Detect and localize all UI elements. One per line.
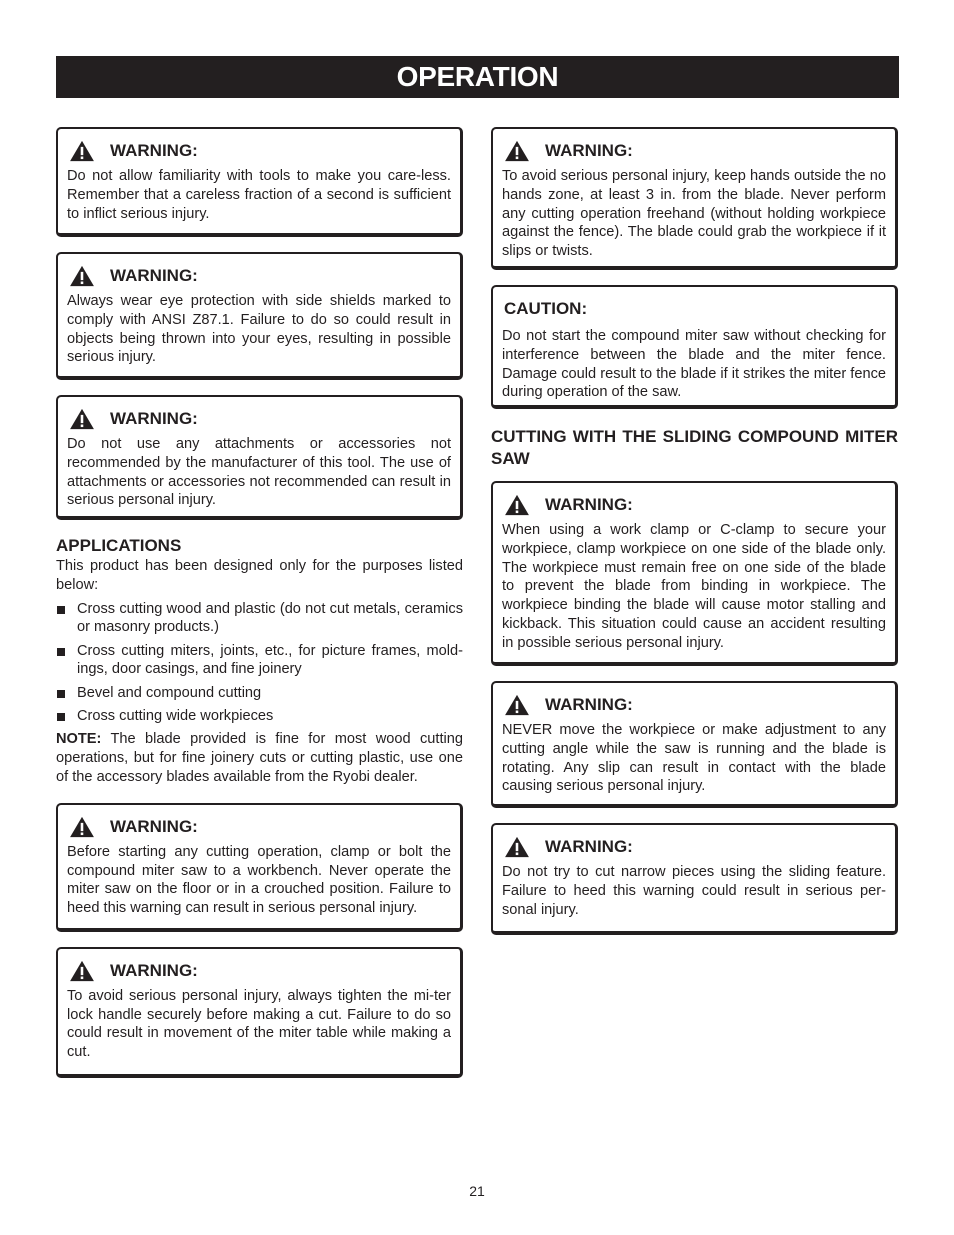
warning-triangle-icon	[68, 408, 96, 430]
warning-box-familiarity	[56, 127, 463, 237]
warning-title: WARNING:	[110, 816, 198, 836]
warning-box-clamp-workbench	[56, 803, 463, 932]
bullet-square-icon	[57, 606, 65, 614]
warning-text: Do not try to cut narrow pieces using the sliding feature. Failure to heed this warning could result in serious per-sonal injury.	[502, 864, 886, 918]
warning-box-no-hands-zone	[491, 127, 898, 270]
applications-list	[56, 600, 463, 726]
warning-box-miter-lock	[56, 947, 463, 1078]
warning-title: WARNING:	[545, 495, 633, 514]
warning-box-attachments	[56, 395, 463, 520]
warning-title: WARNING:	[110, 960, 198, 980]
warning-title: WARNING:	[545, 837, 633, 856]
warning-title: WARNING:	[110, 141, 198, 160]
warning-triangle-icon	[68, 140, 96, 162]
bullet-square-icon	[57, 690, 65, 698]
warning-text: Do not allow familiarity with tools to make you care-less. Remember that a careless fraction of a second is sufficient to inflict serious injury.	[67, 168, 451, 222]
warning-triangle-icon	[503, 494, 531, 516]
page-number: 21	[469, 1183, 485, 1199]
warning-box-narrow-pieces	[491, 823, 898, 935]
list-item: Bevel and compound cutting	[56, 684, 463, 703]
warning-text: When using a work clamp or C-clamp to secure your workpiece, clamp workpiece on one side of the blade only. The workpiece must remain free on one side of the blade to prevent the blade from binding in workpiece. The workpiece binding the blade will cause motor stalling and kickback. This situation could cause an accident resulting in possible serious personal injury.	[502, 522, 886, 651]
warning-triangle-icon	[503, 140, 531, 162]
right-column	[491, 127, 898, 950]
warning-text: Before starting any cutting operation, clamp or bolt the compound miter saw to a workbench. Never operate the miter saw on the floor or in a crouched position. Failure to heed this warning can result in serious personal injury.	[67, 843, 451, 917]
applications-heading: APPLICATIONS	[56, 536, 182, 555]
blade-note	[56, 730, 463, 786]
warning-triangle-icon	[503, 694, 531, 716]
applications-intro: This product has been designed only for the purposes listed below:	[56, 558, 463, 593]
warning-triangle-icon	[68, 960, 96, 982]
section-banner: OPERATION	[56, 56, 899, 98]
warning-text: Do not use any attachments or accessories not recommended by the manufacturer of this tool. The use of attachments or accessories not recommended can result in serious personal injury.	[67, 436, 451, 509]
list-item: Cross cutting miters, joints, etc., for picture frames, mold-ings, door casings, and fine joinery	[56, 642, 463, 680]
warning-box-never-move	[491, 681, 898, 808]
left-column	[56, 127, 463, 1093]
warning-title: WARNING:	[545, 141, 633, 160]
warning-triangle-icon	[503, 836, 531, 858]
note-text: The blade provided is fine for most wood cutting operations, but for fine joinery cuts or cutting plastic, use one of the accessory blades available from the Ryobi dealer.	[56, 731, 463, 785]
warning-triangle-icon	[68, 265, 96, 287]
warning-box-eye-protection	[56, 252, 463, 380]
warning-text: To avoid serious personal injury, keep hands outside the no hands zone, at least 3 in. from the blade. Never perform any cutting operation freehand (without holding workpiece against the fence). The blade could grab the workpiece if it slips or twists.	[502, 168, 886, 260]
caution-title: CAUTION:	[504, 299, 588, 318]
list-item: Cross cutting wide workpieces	[56, 707, 463, 726]
cutting-heading: CUTTING WITH THE SLIDING COMPOUND MITER SAW	[491, 427, 898, 468]
warning-text: Always wear eye protection with side shields marked to comply with ANSI Z87.1. Failure to do so could result in objects being thrown into your eyes, resulting in possible serious injury.	[67, 293, 451, 366]
warning-title: WARNING:	[110, 266, 198, 285]
caution-text: Do not start the compound miter saw without checking for interference between the blade and the miter fence. Damage could result to the blade if it strikes the miter fence during operation of the saw.	[502, 328, 886, 401]
bullet-square-icon	[57, 648, 65, 656]
warning-title: WARNING:	[110, 409, 198, 428]
warning-title: WARNING:	[545, 695, 633, 714]
caution-box	[491, 285, 898, 409]
warning-text: To avoid serious personal injury, always tighten the mi-ter lock handle securely before making a cut. Failure to do so could result in movement of the miter table while making a cut.	[67, 987, 451, 1061]
note-label: NOTE:	[56, 731, 102, 748]
bullet-square-icon	[57, 713, 65, 721]
list-item: Cross cutting wood and plastic (do not cut metals, ceramics or masonry products.)	[56, 600, 463, 638]
warning-box-work-clamp	[491, 481, 898, 666]
warning-triangle-icon	[68, 816, 96, 838]
warning-text: NEVER move the workpiece or make adjustment to any cutting angle while the saw is running and the blade is rotating. Any slip can result in contact with the blade causing serious personal injury.	[502, 722, 886, 795]
